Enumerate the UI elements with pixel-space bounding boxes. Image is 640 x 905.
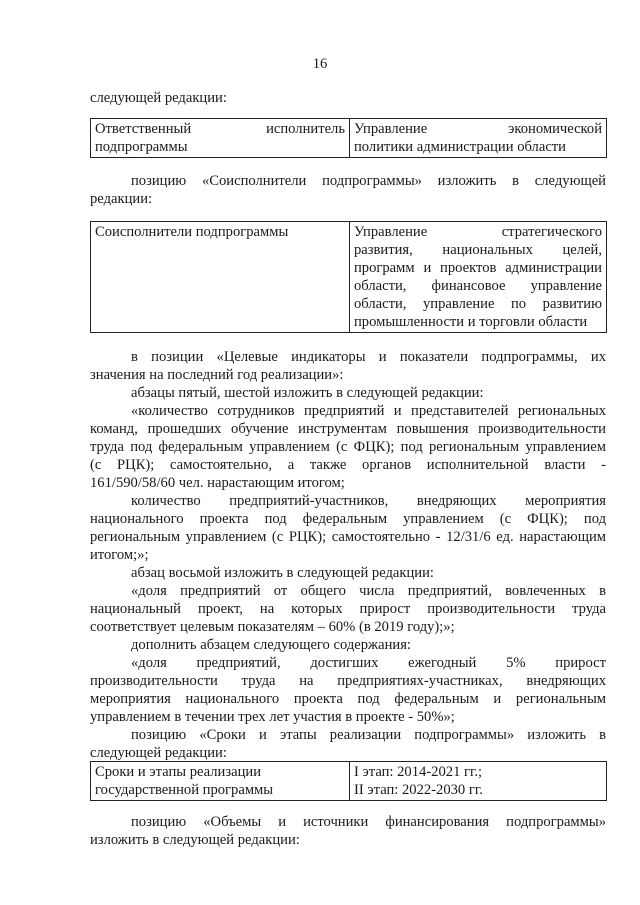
table-cell-label: Соисполнители подпрограммы [91, 222, 350, 333]
table-responsible-executor [90, 118, 607, 158]
paragraph: позицию «Соисполнители подпрограммы» изложить в следующей редакции: [90, 173, 606, 207]
table-cell-label: Ответственный исполнитель подпрограммы [91, 119, 350, 158]
table-co-executors [90, 221, 607, 333]
table-cell-value: Управление стратегического развития, национальных целей, программ и проектов администрации области, финансовое управление области, управление по развитию промышленности и торговли области [350, 222, 607, 333]
table-cell-value: I этап: 2014-2021 гг.; II этап: 2022-2030 гг. [350, 762, 607, 801]
page-number: 16 [312, 56, 328, 72]
paragraph: следующей редакции: [90, 90, 227, 106]
paragraph: позицию «Объемы и источники финансирования подпрограммы» изложить в следующей редакции: [90, 814, 606, 848]
table-cell-value: Управление экономической политики администрации области [350, 119, 607, 158]
table-stages [90, 761, 607, 801]
table-cell-label: Сроки и этапы реализации государственной программы [91, 762, 350, 801]
paragraph: в позиции «Целевые индикаторы и показатели подпрограммы, их значения на последний год реализации»: абзацы пятый, шестой изложить в следующей редакции: «количество сотрудников предприятий и представителей региональных команд, прошедших обучение инструментам повышения производительности труда под федеральным управлением (с ФЦК); под региональным управлением (с РЦК); самостоятельно, а также органов исполнительной власти - 161/590/58/60 чел. нарастающим итогом; количество предприятий-участников, внедряющих мероприятия национального проекта под федеральным управлением (с ФЦК); под региональным управлением (с РЦК); самостоятельно - 12/31/6 ед. нарастающим итогом;»; абзац восьмой изложить в следующей редакции: «доля предприятий от общего числа предприятий, вовлеченных в национальный проект, на которых прирост производительности труда соответствует целевым показателям – 60% (в 2019 году);»; дополнить абзацем следующего содержания: «доля предприятий, достигших ежегодный 5% прирост производительности труда на предприятиях-участниках, внедряющих мероприятия национального проекта под федеральным и региональным управлением в течении трех лет участия в проекте - 50%»; позицию «Сроки и этапы реализации подпрограммы» изложить в следующей редакции: [90, 349, 606, 761]
